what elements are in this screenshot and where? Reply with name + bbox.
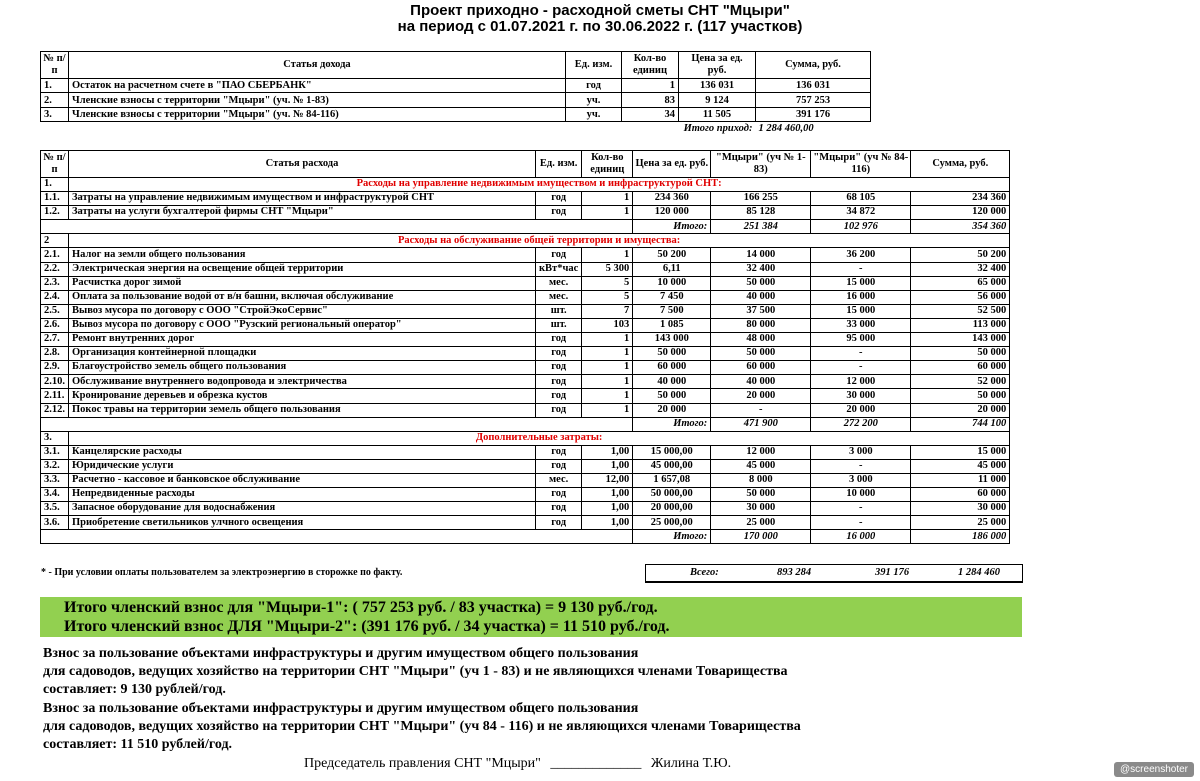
income-cell-item: Членские взносы с территории "Мцыри" (уч. № 84-116)	[69, 107, 566, 121]
expense-cell-item: Расчетно - кассовое и банковское обслуживание	[69, 473, 536, 487]
summary-line1: Итого членский взнос для "Мцыри-1": ( 757 253 руб. / 83 участка) = 9 130 руб./год.	[64, 599, 658, 616]
expense-table	[40, 150, 1010, 544]
income-total-value: 1 284 460,00	[758, 123, 814, 135]
expense-cell-m1: 80 000	[711, 318, 811, 332]
expense-cell-qty: 103	[582, 318, 633, 332]
expense-cell-qty: 1	[582, 333, 633, 347]
expense-header-sum: Сумма, руб.	[911, 151, 1010, 178]
fee-notes	[43, 645, 801, 754]
expense-cell-unit: мес.	[536, 290, 582, 304]
expense-header-price: Цена за ед. руб.	[633, 151, 711, 178]
note-line: для садоводов, ведущих хозяйство на территории СНТ "Мцыри" (уч 84 - 116) и не являющихся членами Товарищества	[43, 718, 801, 734]
income-cell-price: 11 505	[679, 107, 756, 121]
expense-cell-unit: год	[536, 445, 582, 459]
expense-cell-sum: 32 400	[911, 262, 1010, 276]
expense-row	[41, 333, 1010, 347]
expense-cell-sum: 234 360	[911, 192, 1010, 206]
expense-cell-unit: год	[536, 206, 582, 220]
expense-row	[41, 290, 1010, 304]
expense-row	[41, 262, 1010, 276]
expense-cell-item: Благоустройство земель общего пользования	[69, 361, 536, 375]
expense-cell-num: 2.9.	[41, 361, 69, 375]
expense-cell-qty: 5	[582, 276, 633, 290]
expense-cell-price: 50 000	[633, 347, 711, 361]
expense-cell-price: 7 450	[633, 290, 711, 304]
expense-cell-m2: 68 105	[811, 192, 911, 206]
expense-cell-price: 15 000,00	[633, 445, 711, 459]
income-cell-qty: 83	[622, 93, 679, 107]
expense-cell-price: 45 000,00	[633, 459, 711, 473]
expense-cell-m2: 15 000	[811, 276, 911, 290]
expense-cell-unit: год	[536, 516, 582, 530]
expense-cell-m1: 37 500	[711, 304, 811, 318]
income-header-unit: Ед. изм.	[566, 52, 622, 79]
expense-row	[41, 206, 1010, 220]
expense-cell-m1: 30 000	[711, 502, 811, 516]
expense-cell-num: 1.1.	[41, 192, 69, 206]
expense-cell-sum: 60 000	[911, 361, 1010, 375]
expense-section-total	[41, 417, 1010, 431]
expense-cell-item: Юридические услуги	[69, 459, 536, 473]
expense-header-m2: "Мцыри" (уч № 84-116)	[811, 151, 911, 178]
expense-cell-sum: 56 000	[911, 290, 1010, 304]
expense-cell-m1: 50 000	[711, 347, 811, 361]
expense-cell-sum: 50 000	[911, 389, 1010, 403]
expense-cell-m2: -	[811, 502, 911, 516]
expense-cell-item: Покос травы на территории земель общего пользования	[69, 403, 536, 417]
expense-cell-price: 25 000,00	[633, 516, 711, 530]
expense-cell-m2: 3 000	[811, 473, 911, 487]
expense-cell-item: Обслуживание внутреннего водопровода и электричества	[69, 375, 536, 389]
expense-cell-m1: 85 128	[711, 206, 811, 220]
expense-cell-m1: 45 000	[711, 459, 811, 473]
income-cell-unit: уч.	[566, 93, 622, 107]
expense-cell-unit: год	[536, 192, 582, 206]
expense-cell-price: 50 200	[633, 248, 711, 262]
expense-cell-sum: 25 000	[911, 516, 1010, 530]
expense-cell-item: Канцелярские расходы	[69, 445, 536, 459]
expense-cell-sum: 52 000	[911, 375, 1010, 389]
expense-cell-sum: 120 000	[911, 206, 1010, 220]
expense-row	[41, 347, 1010, 361]
expense-cell-price: 1 657,08	[633, 473, 711, 487]
expense-cell-unit: шт.	[536, 318, 582, 332]
expense-cell-item: Затраты на управление недвижимым имуществом и инфраструктурой СНТ	[69, 192, 536, 206]
expense-cell-unit: год	[536, 347, 582, 361]
income-total-label: Итого приход:	[683, 123, 753, 135]
grand-total-label: Всего:	[690, 567, 719, 578]
expense-header-m1: "Мцыри" (уч № 1-83)	[711, 151, 811, 178]
expense-cell-m1: 32 400	[711, 262, 811, 276]
expense-cell-item: Оплата за пользование водой от в/н башни, включая обслуживание	[69, 290, 536, 304]
expense-cell-m1: 60 000	[711, 361, 811, 375]
income-cell-qty: 1	[622, 79, 679, 93]
expense-cell-unit: шт.	[536, 304, 582, 318]
note-line: составляет: 9 130 рублей/год.	[43, 682, 226, 698]
expense-cell-unit: год	[536, 488, 582, 502]
grand-total-row	[645, 564, 1023, 583]
grand-total-m1: 893 284	[777, 567, 812, 578]
expense-cell-num: 3.5.	[41, 502, 69, 516]
expense-cell-qty: 1	[582, 347, 633, 361]
document-title-line1: Проект приходно - расходной сметы СНТ "Мцыри"	[410, 2, 790, 19]
expense-cell-price: 20 000	[633, 403, 711, 417]
expense-cell-price: 60 000	[633, 361, 711, 375]
expense-cell-m1: 40 000	[711, 290, 811, 304]
expense-cell-sum: 143 000	[911, 333, 1010, 347]
expense-cell-item: Ремонт внутренних дорог	[69, 333, 536, 347]
income-cell-price: 9 124	[679, 93, 756, 107]
expense-cell-m2: 10 000	[811, 488, 911, 502]
expense-cell-price: 6,11	[633, 262, 711, 276]
expense-cell-item: Непредвиденные расходы	[69, 488, 536, 502]
expense-row	[41, 516, 1010, 530]
expense-section-header	[41, 431, 1010, 445]
expense-cell-item: Кронирование деревьев и обрезка кустов	[69, 389, 536, 403]
expense-cell-item: Приобретение светильников улчного освещения	[69, 516, 536, 530]
expense-cell-unit: год	[536, 248, 582, 262]
expense-cell-m1: 25 000	[711, 516, 811, 530]
section-total-m2: 16 000	[811, 530, 911, 544]
grand-total-sum: 1 284 460	[958, 567, 1000, 578]
expense-cell-item: Затраты на услуги бухгалтерой фирмы СНТ "Мцыри"	[69, 206, 536, 220]
note-line: Взнос за пользование объектами инфраструктуры и другим имуществом общего пользования	[43, 646, 639, 661]
section-total-sum: 744 100	[911, 417, 1010, 431]
expense-cell-m2: -	[811, 347, 911, 361]
expense-cell-m2: 3 000	[811, 445, 911, 459]
expense-cell-unit: год	[536, 361, 582, 375]
expense-cell-m2: -	[811, 516, 911, 530]
expense-cell-num: 1.2.	[41, 206, 69, 220]
income-cell-num: 1.	[41, 79, 69, 93]
expense-cell-sum: 50 200	[911, 248, 1010, 262]
expense-cell-unit: год	[536, 459, 582, 473]
income-cell-sum: 136 031	[756, 79, 871, 93]
section-total-spacer	[41, 530, 633, 544]
expense-cell-num: 2.12.	[41, 403, 69, 417]
summary-line2: Итого членский взнос ДЛЯ "Мцыри-2": (391 176 руб. / 34 участка) = 11 510 руб./год.	[64, 618, 670, 635]
expense-row	[41, 318, 1010, 332]
expense-row	[41, 389, 1010, 403]
expense-cell-sum: 30 000	[911, 502, 1010, 516]
expense-cell-unit: год	[536, 333, 582, 347]
expense-cell-m2: 95 000	[811, 333, 911, 347]
expense-section-total	[41, 220, 1010, 234]
expense-cell-num: 2.8.	[41, 347, 69, 361]
expense-cell-qty: 1,00	[582, 459, 633, 473]
income-header-price: Цена за ед. руб.	[679, 52, 756, 79]
expense-cell-sum: 15 000	[911, 445, 1010, 459]
income-cell-unit: год	[566, 79, 622, 93]
expense-cell-price: 7 500	[633, 304, 711, 318]
expense-row	[41, 473, 1010, 487]
expense-cell-item: Расчистка дорог зимой	[69, 276, 536, 290]
expense-cell-num: 3.1.	[41, 445, 69, 459]
expense-cell-qty: 1	[582, 206, 633, 220]
section-total-label: Итого:	[633, 417, 711, 431]
expense-cell-qty: 1,00	[582, 488, 633, 502]
expense-cell-sum: 20 000	[911, 403, 1010, 417]
expense-row	[41, 276, 1010, 290]
expense-cell-price: 234 360	[633, 192, 711, 206]
expense-cell-qty: 7	[582, 304, 633, 318]
document-title-line2: на период с 01.07.2021 г. по 30.06.2022 г. (117 участков)	[397, 18, 803, 35]
income-cell-sum: 757 253	[756, 93, 871, 107]
income-cell-num: 2.	[41, 93, 69, 107]
expense-cell-price: 120 000	[633, 206, 711, 220]
section-num: 1.	[41, 178, 69, 192]
signature-line: _____________	[550, 756, 642, 771]
expense-row	[41, 445, 1010, 459]
expense-cell-m1: 166 255	[711, 192, 811, 206]
income-cell-qty: 34	[622, 107, 679, 121]
expense-cell-num: 3.6.	[41, 516, 69, 530]
expense-cell-qty: 5 300	[582, 262, 633, 276]
income-cell-item: Членские взносы с территории "Мцыри" (уч. № 1-83)	[69, 93, 566, 107]
income-cell-sum: 391 176	[756, 107, 871, 121]
expense-cell-item: Вывоз мусора по договору с ООО "Рузский региональный оператор"	[69, 318, 536, 332]
expense-cell-unit: год	[536, 403, 582, 417]
income-table	[40, 51, 871, 136]
expense-row	[41, 488, 1010, 502]
grand-total-m2: 391 176	[875, 567, 910, 578]
expense-cell-m1: 8 000	[711, 473, 811, 487]
expense-cell-m1: 40 000	[711, 375, 811, 389]
expense-cell-sum: 60 000	[911, 488, 1010, 502]
income-cell-num: 3.	[41, 107, 69, 121]
expense-cell-qty: 1,00	[582, 445, 633, 459]
expense-cell-num: 2.2.	[41, 262, 69, 276]
expense-cell-price: 10 000	[633, 276, 711, 290]
expense-cell-m1: 20 000	[711, 389, 811, 403]
section-total-m2: 102 976	[811, 220, 911, 234]
expense-cell-qty: 1,00	[582, 502, 633, 516]
expense-section-total	[41, 530, 1010, 544]
expense-row	[41, 403, 1010, 417]
section-title: Дополнительные затраты:	[69, 431, 1010, 445]
expense-cell-sum: 45 000	[911, 459, 1010, 473]
expense-row	[41, 459, 1010, 473]
section-total-m1: 251 384	[711, 220, 811, 234]
expense-header-item: Статья расхода	[69, 151, 536, 178]
expense-cell-sum: 113 000	[911, 318, 1010, 332]
expense-cell-m1: 50 000	[711, 488, 811, 502]
expense-cell-unit: мес.	[536, 276, 582, 290]
expense-cell-unit: год	[536, 375, 582, 389]
expense-cell-m2: 30 000	[811, 389, 911, 403]
expense-cell-qty: 1,00	[582, 516, 633, 530]
section-total-spacer	[41, 417, 633, 431]
expense-cell-num: 2.3.	[41, 276, 69, 290]
expense-cell-qty: 1	[582, 192, 633, 206]
expense-cell-num: 2.4.	[41, 290, 69, 304]
income-header-qty: Кол-во единиц	[622, 52, 679, 79]
expense-cell-num: 2.11.	[41, 389, 69, 403]
expense-header-num: № п/п	[41, 151, 69, 178]
income-total-spacer	[41, 122, 679, 136]
expense-cell-m2: 20 000	[811, 403, 911, 417]
expense-cell-sum: 11 000	[911, 473, 1010, 487]
section-total-m1: 170 000	[711, 530, 811, 544]
expense-section-header	[41, 178, 1010, 192]
section-total-m1: 471 900	[711, 417, 811, 431]
expense-cell-qty: 1	[582, 389, 633, 403]
expense-cell-item: Организация контейнерной площадки	[69, 347, 536, 361]
expense-cell-qty: 1	[582, 248, 633, 262]
income-header-num: № п/п	[41, 52, 69, 79]
expense-cell-price: 50 000,00	[633, 488, 711, 502]
expense-cell-price: 20 000,00	[633, 502, 711, 516]
expense-cell-price: 40 000	[633, 375, 711, 389]
expense-cell-m2: 15 000	[811, 304, 911, 318]
expense-cell-m1: 50 000	[711, 276, 811, 290]
income-cell-price: 136 031	[679, 79, 756, 93]
expense-cell-m2: -	[811, 361, 911, 375]
expense-row	[41, 502, 1010, 516]
note-line: для садоводов, ведущих хозяйство на территории СНТ "Мцыри" (уч 1 - 83) и не являющихся членами Товарищества	[43, 664, 788, 680]
expense-cell-num: 3.2.	[41, 459, 69, 473]
income-row	[41, 107, 871, 121]
expense-cell-m1: 14 000	[711, 248, 811, 262]
section-num: 2	[41, 234, 69, 248]
section-total-spacer	[41, 220, 633, 234]
expense-cell-num: 3.3.	[41, 473, 69, 487]
expense-cell-item: Налог на земли общего пользования	[69, 248, 536, 262]
expense-cell-price: 143 000	[633, 333, 711, 347]
signature-text: Председатель правления СНТ "Мцыри"	[304, 756, 541, 771]
expense-cell-unit: год	[536, 389, 582, 403]
expense-cell-unit: кВт*час	[536, 262, 582, 276]
expense-cell-m2: -	[811, 262, 911, 276]
section-total-sum: 354 360	[911, 220, 1010, 234]
expense-cell-qty: 1	[582, 375, 633, 389]
expense-cell-sum: 52 500	[911, 304, 1010, 318]
expense-cell-num: 2.1.	[41, 248, 69, 262]
expense-row	[41, 304, 1010, 318]
expense-header-qty: Кол-во единиц	[582, 151, 633, 178]
expense-cell-item: Вывоз мусора по договору с ООО "СтройЭкоСервис"	[69, 304, 536, 318]
expense-cell-unit: год	[536, 502, 582, 516]
note-line: составляет: 11 510 рублей/год.	[43, 737, 233, 753]
expense-cell-m2: 36 200	[811, 248, 911, 262]
footnote: * - При условии оплаты пользователем за электроэнергию в сторожке по факту.	[41, 567, 403, 578]
expense-cell-num: 2.6.	[41, 318, 69, 332]
section-title: Расходы на управление недвижимым имуществом и инфраструктурой СНТ:	[69, 178, 1010, 192]
expense-header-unit: Ед. изм.	[536, 151, 582, 178]
expense-cell-m1: 12 000	[711, 445, 811, 459]
section-total-m2: 272 200	[811, 417, 911, 431]
section-num: 3.	[41, 431, 69, 445]
expense-cell-price: 1 085	[633, 318, 711, 332]
expense-cell-sum: 50 000	[911, 347, 1010, 361]
signature-name: Жилина Т.Ю.	[650, 756, 732, 771]
expense-cell-m1: -	[711, 403, 811, 417]
expense-cell-qty: 1	[582, 403, 633, 417]
income-header-sum: Сумма, руб.	[756, 52, 871, 79]
income-cell-unit: уч.	[566, 107, 622, 121]
expense-cell-m2: 12 000	[811, 375, 911, 389]
expense-cell-m2: -	[811, 459, 911, 473]
expense-row	[41, 375, 1010, 389]
income-header-item: Статья дохода	[69, 52, 566, 79]
expense-cell-m2: 16 000	[811, 290, 911, 304]
membership-fee-summary	[40, 597, 1022, 637]
note-line: Взнос за пользование объектами инфраструктуры и другим имуществом общего пользования	[43, 700, 639, 716]
expense-cell-m1: 48 000	[711, 333, 811, 347]
section-total-label: Итого:	[633, 530, 711, 544]
income-cell-item: Остаток на расчетном счете в "ПАО СБЕРБАНК"	[69, 79, 566, 93]
expense-cell-m2: 34 872	[811, 206, 911, 220]
expense-row	[41, 192, 1010, 206]
expense-row	[41, 361, 1010, 375]
screenshoter-watermark: @screenshoter	[1114, 762, 1194, 777]
expense-cell-sum: 65 000	[911, 276, 1010, 290]
section-title: Расходы на обслуживание общей территории и имущества:	[69, 234, 1010, 248]
expense-cell-qty: 5	[582, 290, 633, 304]
expense-cell-m2: 33 000	[811, 318, 911, 332]
income-row	[41, 93, 871, 107]
expense-cell-unit: мес.	[536, 473, 582, 487]
section-total-label: Итого:	[633, 220, 711, 234]
expense-cell-num: 3.4.	[41, 488, 69, 502]
income-row	[41, 79, 871, 93]
expense-cell-item: Запасное оборудование для водоснабжения	[69, 502, 536, 516]
expense-cell-qty: 12,00	[582, 473, 633, 487]
expense-cell-item: Электрическая энергия на освещение общей территории	[69, 262, 536, 276]
signature-block	[304, 756, 731, 772]
income-total-row	[41, 122, 871, 136]
expense-cell-num: 2.7.	[41, 333, 69, 347]
expense-cell-qty: 1	[582, 361, 633, 375]
expense-cell-num: 2.10.	[41, 375, 69, 389]
section-total-sum: 186 000	[911, 530, 1010, 544]
expense-section-header	[41, 234, 1010, 248]
expense-row	[41, 248, 1010, 262]
expense-cell-num: 2.5.	[41, 304, 69, 318]
expense-cell-price: 50 000	[633, 389, 711, 403]
